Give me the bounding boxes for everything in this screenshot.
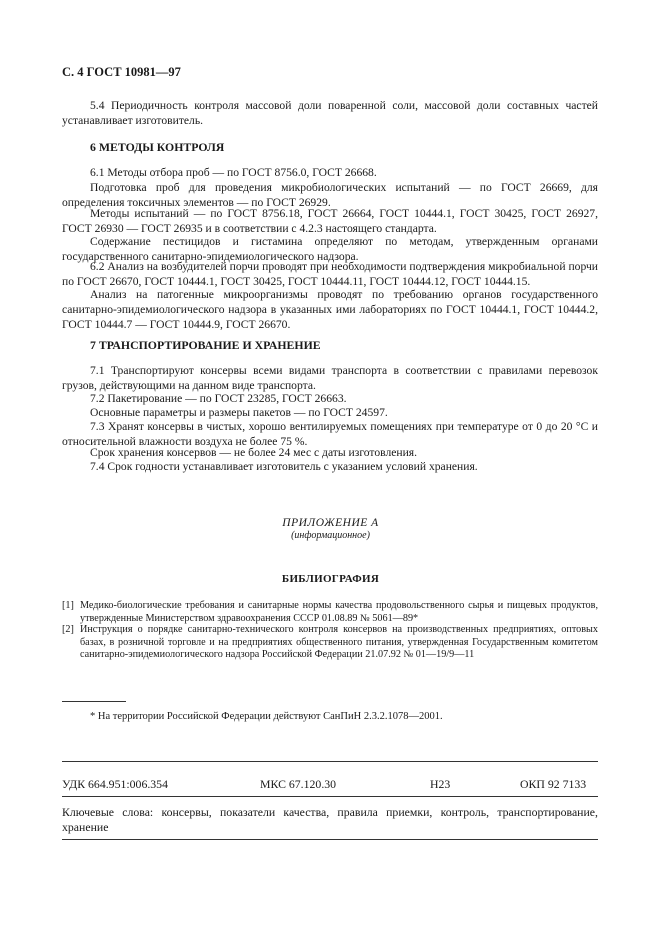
appendix-subtitle: (информационное): [291, 530, 370, 541]
paragraph-7-2: 7.2 Пакетирование — по ГОСТ 23285, ГОСТ 26663.: [90, 392, 347, 405]
ref-text: Инструкция о порядке санитарно-технического контроля консервов на производственных предприятиях, оптовых базах, в розничной торговле и на предприятиях общественного питания, утвержденная Государственным комитетом санитарно-эпидемиологического надзора Российской Федерации 21.07.92 № 01—19/9—11: [80, 624, 598, 661]
bibliography-ref: [62, 600, 598, 625]
udk-code: УДК 664.951:006.354: [62, 777, 168, 791]
paragraph-7-1: 7.1 Транспортируют консервы всеми видами транспорта в соответствии с правилами перевозок грузов, действующими на данном виде транспорта.: [62, 364, 598, 392]
keywords: Ключевые слова: консервы, показатели качества, правила приемки, контроль, транспортирование, хранение: [62, 805, 598, 834]
footnote-rule: [62, 701, 126, 702]
section-7-heading: 7 ТРАНСПОРТИРОВАНИЕ И ХРАНЕНИЕ: [90, 338, 321, 352]
paragraph-5-4: 5.4 Периодичность контроля массовой доли поваренной соли, массовой доли составных частей устанавливает изготовитель.: [62, 99, 598, 127]
appendix-title: ПРИЛОЖЕНИЕ А: [282, 517, 379, 529]
paragraph-6-1: 6.1 Методы отбора проб — по ГОСТ 8756.0, ГОСТ 26668.: [90, 166, 377, 179]
ref-number: [1]: [62, 600, 74, 611]
page-header: С. 4 ГОСТ 10981—97: [62, 65, 181, 79]
classification-bottom-rule: [62, 796, 598, 797]
ref-text: Медико-биологические требования и санитарные нормы качества продовольственного сырья и пищевых продуктов, утвержденные Министерством здравоохранения СССР 01.08.89 № 5061—89*: [80, 600, 598, 624]
footnote: * На территории Российской Федерации действуют СанПиН 2.3.2.1078—2001.: [90, 711, 443, 722]
section-6-heading: 6 МЕТОДЫ КОНТРОЛЯ: [90, 140, 225, 154]
paragraph-6-1-prep: Подготовка проб для проведения микробиологических испытаний — по ГОСТ 26669, для определения токсичных элементов — по ГОСТ 26929.: [62, 181, 598, 209]
keywords-bottom-rule: [62, 839, 598, 840]
paragraph-6-2: 6.2 Анализ на возбудителей порчи проводят при необходимости подтверждения микробиальной порчи по ГОСТ 26670, ГОСТ 10444.1, ГОСТ 30425, ГОСТ 10444.11, ГОСТ 10444.12, ГОСТ 10444.15.: [62, 260, 598, 288]
okp-code: ОКП 92 7133: [520, 777, 587, 791]
mks-code: МКС 67.120.30: [260, 777, 337, 791]
bibliography-title: БИБЛИОГРАФИЯ: [281, 573, 380, 585]
paragraph-6-1-methods: Методы испытаний — по ГОСТ 8756.18, ГОСТ 26664, ГОСТ 10444.1, ГОСТ 30425, ГОСТ 26927, ГОСТ 26930 — ГОСТ 26935 и в соответствии с 4.2.3 настоящего стандарта.: [62, 207, 598, 235]
paragraph-7-3: 7.3 Хранят консервы в чистых, хорошо вентилируемых помещениях при температуре от 0 до 20 °С и относительной влажности воздуха не более 75 %.: [62, 420, 598, 448]
h-code: Н23: [430, 777, 451, 791]
paragraph-7-2-params: Основные параметры и размеры пакетов — по ГОСТ 24597.: [90, 406, 388, 419]
paragraph-6-2-pathogens: Анализ на патогенные микроорганизмы проводят по требованию органов государственного санитарно-эпидемиологического надзора в указанных ими лабораториях по ГОСТ 10444.1, ГОСТ 10444.2, ГОСТ 10444.7 — ГОСТ 10444.9, ГОСТ 26670.: [62, 288, 598, 331]
paragraph-7-4: 7.4 Срок годности устанавливает изготовитель с указанием условий хранения.: [90, 460, 478, 473]
bibliography-ref: [62, 624, 598, 662]
classification-top-rule: [62, 761, 598, 762]
ref-number: [2]: [62, 624, 74, 635]
paragraph-6-1-pesticides: Содержание пестицидов и гистамина определяют по методам, утвержденным органами государственного санитарно-эпидемиологического надзора.: [62, 235, 598, 263]
paragraph-7-3-storage: Срок хранения консервов — не более 24 мес с даты изготовления.: [90, 446, 418, 459]
